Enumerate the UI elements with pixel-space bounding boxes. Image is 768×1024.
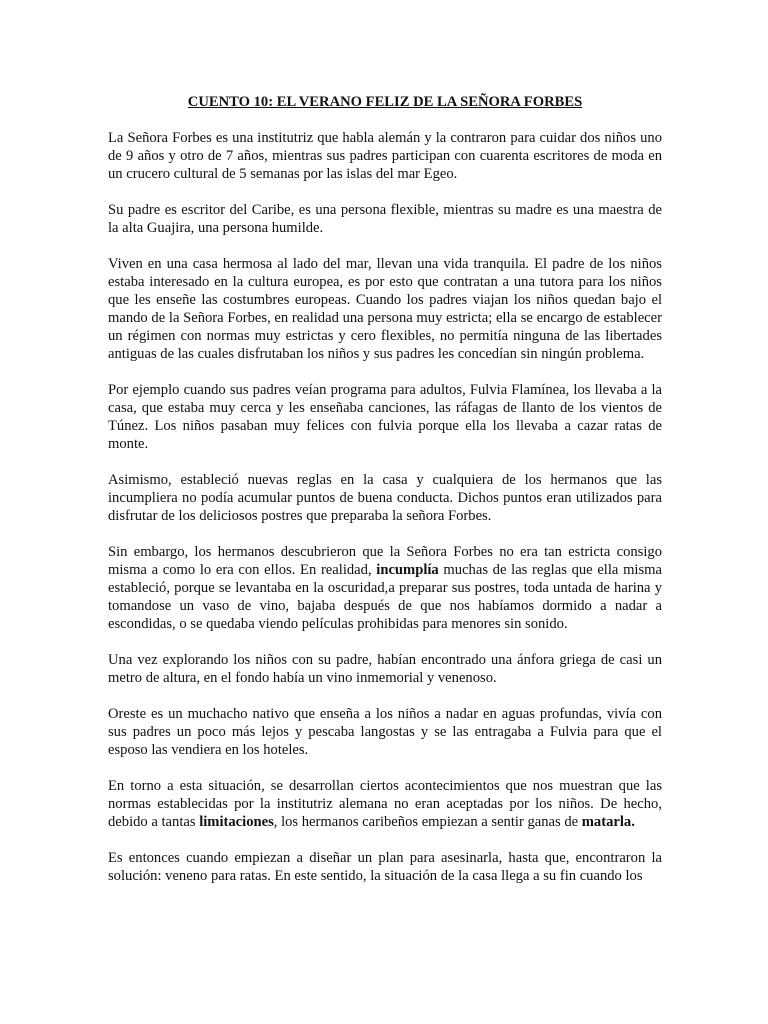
document-body xyxy=(108,129,662,885)
text-run: Viven en una casa hermosa al lado del mar, llevan una vida tranquila. El padre de los niños estaba interesado en la cultura europea, es por esto que contratan a una tutora para los niños que les enseñe las costumbres europeas. Cuando los padres viajan los niños quedan bajo el mando de la Señora Forbes, en realidad una persona muy estricta; ella se encargo de establecer un régimen con normas muy estrictas y cero flexibles, no permitía ninguna de las libertades antiguas de las cuales disfrutaban los niños y sus padres les concedían sin ningún problema. xyxy=(108,256,662,362)
bold-text-run: matarla. xyxy=(581,814,635,830)
text-run: Asimismo, estableció nuevas reglas en la casa y cualquiera de los hermanos que las incumpliera no podía acumular puntos de buena conducta. Dichos puntos eran utilizados para disfrutar de los deliciosos postres que preparaba la señora Forbes. xyxy=(108,472,662,524)
paragraph xyxy=(108,201,662,237)
text-run: muchas de las reglas que ella misma estableció, porque se levantaba en la oscuridad,a preparar sus postres, toda untada de harina y tomandose un vaso de vino, bajaba después de que nos habíamos dormido a nadar a escondidas, o se quedaba viendo películas prohibidas para menores sin sonido. xyxy=(108,562,662,632)
bold-text-run: incumplía xyxy=(376,562,439,578)
bold-text-run: limitaciones xyxy=(199,814,274,830)
paragraph xyxy=(108,543,662,633)
paragraph xyxy=(108,381,662,453)
text-run: Es entonces cuando empiezan a diseñar un plan para asesinarla, hasta que, encontraron la solución: veneno para ratas. En este sentido, la situación de la casa llega a su fin cuando los xyxy=(108,850,662,884)
text-run: , los hermanos caribeños empiezan a sentir ganas de xyxy=(273,814,582,830)
text-run: En torno a esta situación, se desarrollan ciertos acontecimientos que nos muestran que las normas establecidas por la institutriz alemana no eran aceptadas por los niños. De hecho, debido a tantas xyxy=(108,778,662,830)
text-run: Una vez explorando los niños con su padre, habían encontrado una ánfora griega de casi un metro de altura, en el fondo había un vino inmemorial y venenoso. xyxy=(108,652,662,686)
text-run: La Señora Forbes es una institutriz que habla alemán y la contraron para cuidar dos niños uno de 9 años y otro de 7 años, mientras sus padres participan con cuarenta escritores de moda en un crucero cultural de 5 semanas por las islas del mar Egeo. xyxy=(108,130,662,182)
document-title: CUENTO 10: EL VERANO FELIZ DE LA SEÑORA FORBES xyxy=(187,94,583,110)
paragraph xyxy=(108,255,662,363)
paragraph xyxy=(108,129,662,183)
text-run: Por ejemplo cuando sus padres veían programa para adultos, Fulvia Flamínea, los llevaba a la casa, que estaba muy cerca y les enseñaba canciones, las ráfagas de llanto de los vientos de Túnez. Los niños pasaban muy felices con fulvia porque ella los llevaba a cazar ratas de monte. xyxy=(108,382,662,452)
paragraph xyxy=(108,777,662,831)
text-run: Su padre es escritor del Caribe, es una persona flexible, mientras su madre es una maestra de la alta Guajira, una persona humilde. xyxy=(108,202,662,236)
text-run: Oreste es un muchacho nativo que enseña a los niños a nadar en aguas profundas, vivía con sus padres un poco más lejos y pescaba langostas y se las entragaba a Fulvia para que el esposo las vendiera en los hoteles. xyxy=(108,706,662,758)
paragraph xyxy=(108,651,662,687)
text-run: Sin embargo, los hermanos descubrieron que la Señora Forbes no era tan estricta consigo misma a como lo era con ellos. En realidad, xyxy=(108,544,662,578)
paragraph xyxy=(108,705,662,759)
paragraph xyxy=(108,849,662,885)
paragraph xyxy=(108,471,662,525)
